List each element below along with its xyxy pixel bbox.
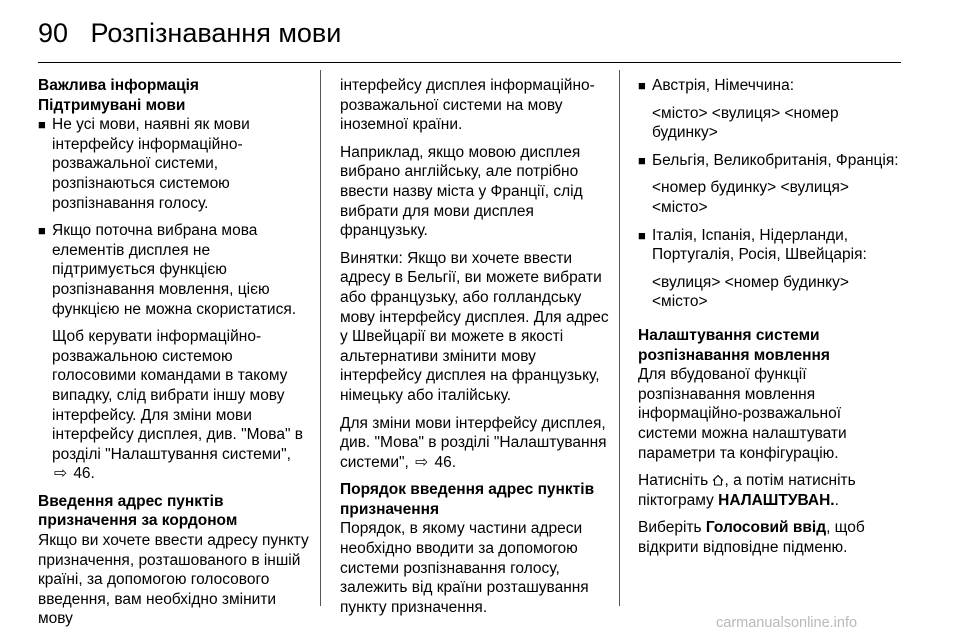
address-format: <номер будинку> <вулиця> <місто> (652, 179, 849, 216)
column-1 (38, 76, 310, 629)
speech-settings-heading: Налаштування системи розпізнавання мовлення (638, 326, 830, 364)
voice-input-label: Голосовий ввід (705, 519, 827, 537)
list-item (38, 115, 310, 213)
country-label: Італія, Іспанія, Нідерланди, Португалія, Росія, Швейцарія: (652, 226, 867, 264)
page-title: Розпізнавання мови (90, 18, 342, 48)
country-label: Австрія, Німеччина: (652, 77, 795, 94)
address-format-list (638, 76, 900, 312)
supported-languages-heading: Підтримувані мови (38, 96, 186, 114)
column-divider-2 (619, 70, 620, 606)
important-info-heading: Важлива інформація (38, 77, 199, 94)
list-item (638, 226, 900, 312)
foreign-address-text: Якщо ви хочете ввести адресу пункту призначення, розташованого в іншій країні, за допомогою голосового введення, вам необхідно змінити мову (38, 532, 309, 628)
list-item (638, 76, 900, 143)
column-divider-1 (320, 70, 321, 606)
column-2 (340, 76, 610, 617)
page-ref[interactable]: 46. (434, 453, 457, 471)
paragraph: Винятки: Якщо ви хочете ввести адресу в Бельгії, ви можете вибрати або французьку, або голландську мову інтерфейсу дисплея. Для адрес у Швейцарії ви можете в якості альтернативи змінити мову інтерфейсу дисплея на французьку, німецьку або італійську. (340, 249, 609, 404)
paragraph: Для зміни мови інтерфейсу дисплея, див. "Мова" в розділі "Налаштування системи", ⇨ 46. (340, 414, 607, 471)
page-header (38, 18, 341, 58)
list-item (38, 221, 310, 484)
foreign-address-heading: Введення адрес пунктів призначення за кордоном (38, 492, 238, 530)
list-item-text: Якщо поточна вибрана мова елементів дисплея не підтримується функцією розпізнавання мовлення, цією функцією не можна скористатися. (52, 222, 297, 318)
page-number: 90 (38, 18, 69, 48)
page-ref[interactable]: 46. (73, 465, 95, 483)
list-item (638, 151, 900, 218)
select-instruction: Виберіть Голосовий ввід, щоб відкрити відповідне підменю. (638, 519, 865, 556)
bullet-icon: ■ (38, 117, 46, 133)
address-format: <місто> <вулиця> <номер будинку> (652, 104, 839, 142)
bullet-icon: ■ (638, 152, 646, 168)
watermark: carmanualsonline.info (716, 615, 858, 631)
paragraph: інтерфейсу дисплея інформаційно-розважальної системи на мову іноземної країни. (340, 77, 595, 134)
speech-settings-text: Для вбудованої функції розпізнавання мовлення інформаційно-розважальної системи можна налаштувати параметри та конфігурацію. (638, 366, 847, 462)
list-item-note: Щоб керувати інформаційно-розважальною системою голосовими командами в такому випадку, слід вибрати іншу мову інтерфейсу. Для зміни мови інтерфейсу дисплея, див. "Мова" в розділі "Налаштування системи", ⇨ 46. (52, 328, 304, 483)
bullet-icon: ■ (638, 78, 646, 93)
list-item-text: Не усі мови, наявні як мови інтерфейсу інформаційно-розважальної системи, розпізнаються системою розпізнавання голосу. (52, 116, 250, 212)
home-icon (712, 474, 724, 486)
column-3 (638, 76, 900, 557)
bullet-icon: ■ (38, 223, 46, 239)
header-rule (38, 62, 901, 63)
press-instruction: Натисніть , а потім натисніть піктограму НАЛАШТУВАН.. (638, 472, 856, 509)
page-ref-arrow-icon: ⇨ (415, 453, 429, 471)
country-label: Бельгія, Великобританія, Франція: (652, 151, 899, 169)
settings-button-label: НАЛАШТУВАН. (718, 491, 835, 509)
bullet-icon: ■ (638, 227, 646, 243)
page-ref-arrow-icon: ⇨ (54, 465, 67, 483)
paragraph: Наприклад, якщо мовою дисплея вибрано англійську, але потрібно ввести назву міста у Франції, слід вибрати для мови дисплея французьку. (340, 143, 583, 240)
address-order-text: Порядок, в якому частини адреси необхідно вводити за допомогою системи розпізнавання голосу, залежить від країни розташування пункту призначення. (340, 520, 589, 616)
supported-languages-list (38, 115, 310, 484)
address-format: <вулиця> <номер будинку> <місто> (652, 273, 849, 311)
address-order-heading: Порядок введення адрес пунктів призначення (340, 481, 595, 518)
